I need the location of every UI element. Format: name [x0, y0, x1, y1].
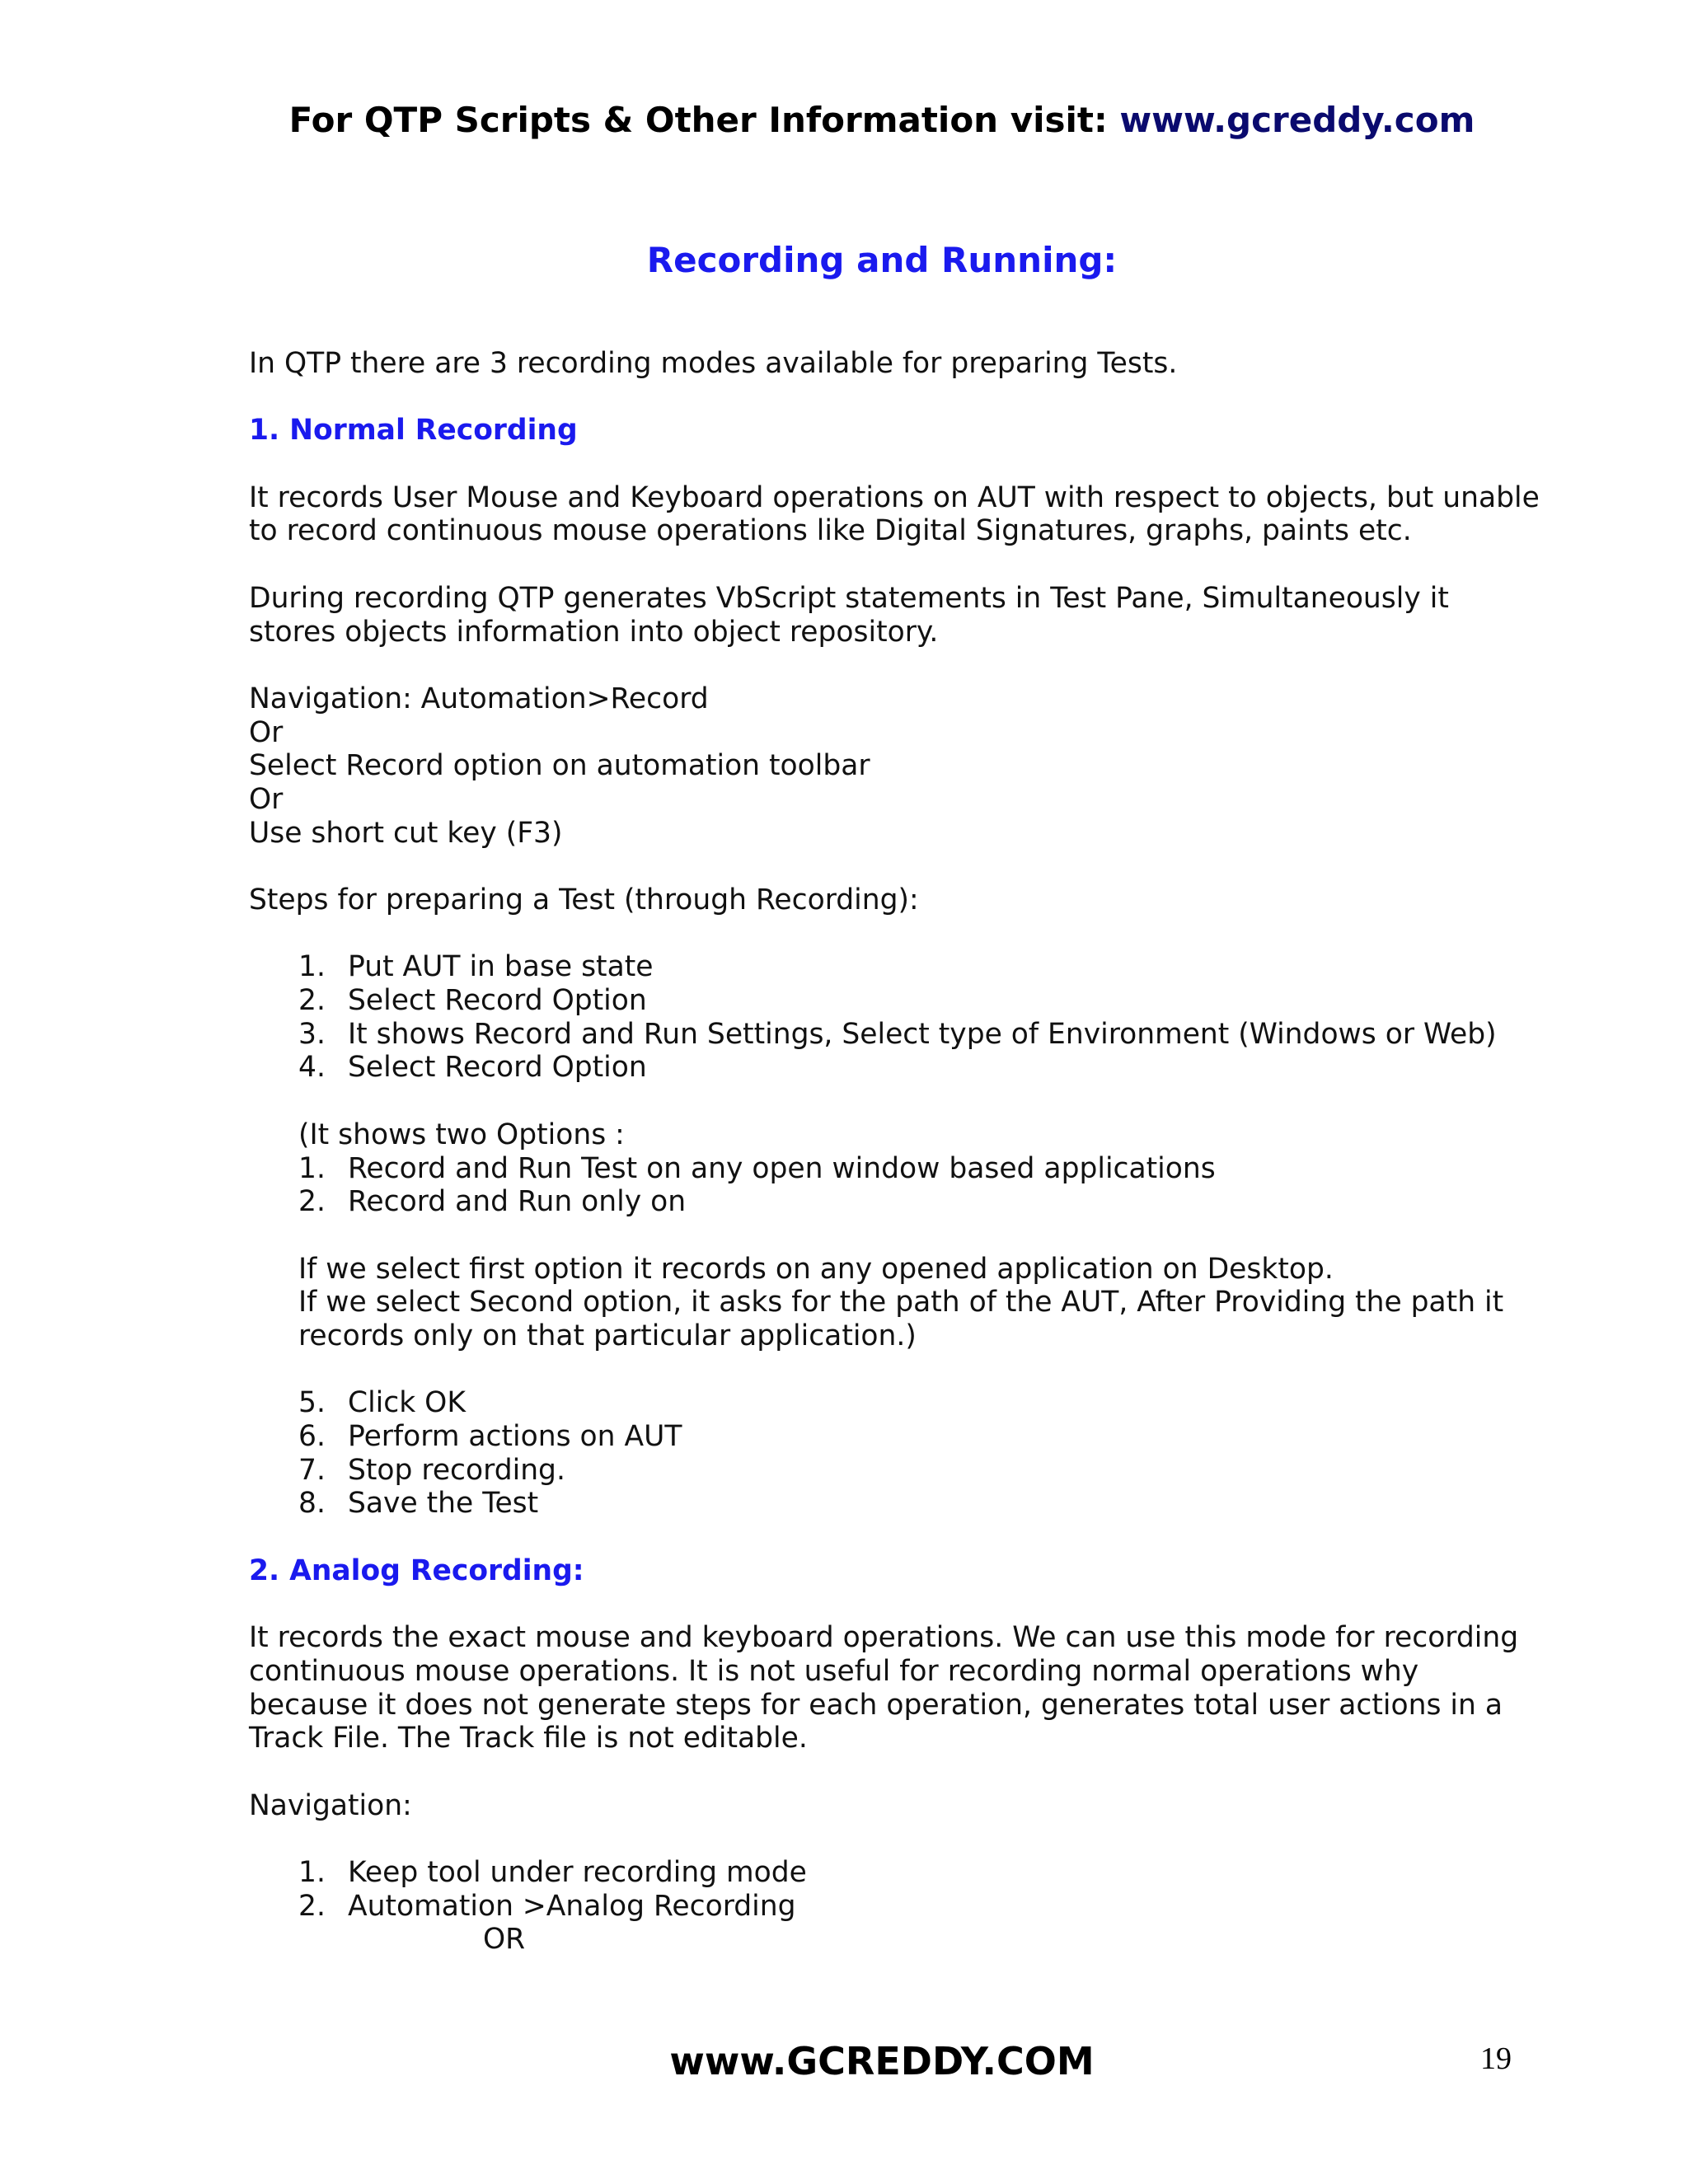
list-text: Click OK [348, 1386, 466, 1420]
list-item [249, 1487, 1535, 1521]
intro-text: In QTP there are 3 recording modes available for preparing Tests. [249, 347, 1178, 380]
list-item [249, 1856, 1535, 1890]
analog-or-text: OR [483, 1923, 526, 1957]
analog-para-line: Track File. The Track file is not editable. [249, 1722, 808, 1755]
navigation-line: Or [249, 782, 284, 816]
list-number: 3. [298, 1017, 326, 1051]
header-prefix: For QTP Scripts & Other Information visit: [288, 100, 1120, 140]
list-text: Select Record Option [348, 984, 647, 1018]
analog-para-line: It records the exact mouse and keyboard operations. We can use this mode for recording [249, 1621, 1519, 1655]
normal-para1-line: to record continuous mouse operations like Digital Signatures, graphs, paints etc. [249, 514, 1412, 548]
analog-recording-heading: 2. Analog Recording: [249, 1554, 584, 1587]
page-number: 19 [1480, 2041, 1512, 2076]
list-text: Automation >Analog Recording [348, 1889, 796, 1923]
navigation-line: Navigation: Automation>Record [249, 682, 709, 715]
normal-para1-line: It records User Mouse and Keyboard operations on AUT with respect to objects, but unable [249, 480, 1540, 514]
document-body [249, 347, 1540, 1957]
normal-para2-line: During recording QTP generates VbScript statements in Test Pane, Simultaneously it [249, 581, 1449, 615]
steps-heading: Steps for preparing a Test (through Recording): [249, 883, 919, 916]
page-header [0, 97, 1688, 143]
list-text: Perform actions on AUT [348, 1420, 682, 1453]
list-item [249, 1454, 1535, 1488]
normal-recording-heading: 1. Normal Recording [249, 414, 578, 448]
list-number: 5. [298, 1386, 326, 1420]
navigation-line: Or [249, 715, 284, 749]
list-number: 8. [298, 1487, 326, 1521]
list-number: 4. [298, 1051, 326, 1085]
list-text: Select Record Option [348, 1051, 647, 1085]
navigation-line: Use short cut key (F3) [249, 816, 563, 850]
options-note-line: records only on that particular application.) [298, 1319, 917, 1352]
analog-navigation-label: Navigation: [249, 1788, 412, 1822]
list-item [249, 1386, 1535, 1420]
list-number: 2. [298, 984, 326, 1018]
list-text: Stop recording. [348, 1453, 565, 1487]
list-text: Save the Test [348, 1487, 539, 1521]
list-number: 6. [298, 1420, 326, 1453]
list-item [249, 1051, 1535, 1085]
page-title: Recording and Running: [646, 240, 1118, 280]
normal-para2-line: stores objects information into object repository. [249, 615, 939, 649]
list-item [249, 950, 1535, 984]
page-footer-site: www.GCREDDY.COM [669, 2039, 1095, 2083]
navigation-line: Select Record option on automation toolbar [249, 749, 870, 783]
list-number: 2. [298, 1185, 326, 1219]
list-item [249, 1420, 1535, 1454]
list-number: 2. [298, 1889, 326, 1923]
options-note-line: If we select first option it records on any opened application on Desktop. [298, 1252, 1334, 1286]
header-site-link[interactable]: www.gcreddy.com [1119, 100, 1475, 140]
list-text: Keep tool under recording mode [348, 1855, 807, 1889]
list-item [249, 1185, 1535, 1219]
list-number: 1. [298, 1151, 326, 1185]
options-intro: (It shows two Options : [298, 1118, 625, 1151]
list-text: It shows Record and Run Settings, Select type of Environment (Windows or Web) [348, 1017, 1497, 1051]
list-text: Record and Run Test on any open window based applications [348, 1151, 1216, 1185]
options-note-line: If we select Second option, it asks for the path of the AUT, After Providing the path it [298, 1286, 1504, 1319]
list-text: Record and Run only on [348, 1185, 687, 1219]
list-number: 1. [298, 950, 326, 984]
list-number: 1. [298, 1855, 326, 1889]
list-number: 7. [298, 1453, 326, 1487]
list-item [249, 1890, 1535, 1924]
analog-para-line: continuous mouse operations. It is not useful for recording normal operations why [249, 1654, 1419, 1688]
list-text: Put AUT in base state [348, 950, 654, 984]
list-item [249, 1018, 1535, 1052]
analog-para-line: because it does not generate steps for each operation, generates total user actions in a [249, 1688, 1503, 1722]
list-item [249, 1152, 1535, 1186]
list-item [249, 984, 1535, 1018]
